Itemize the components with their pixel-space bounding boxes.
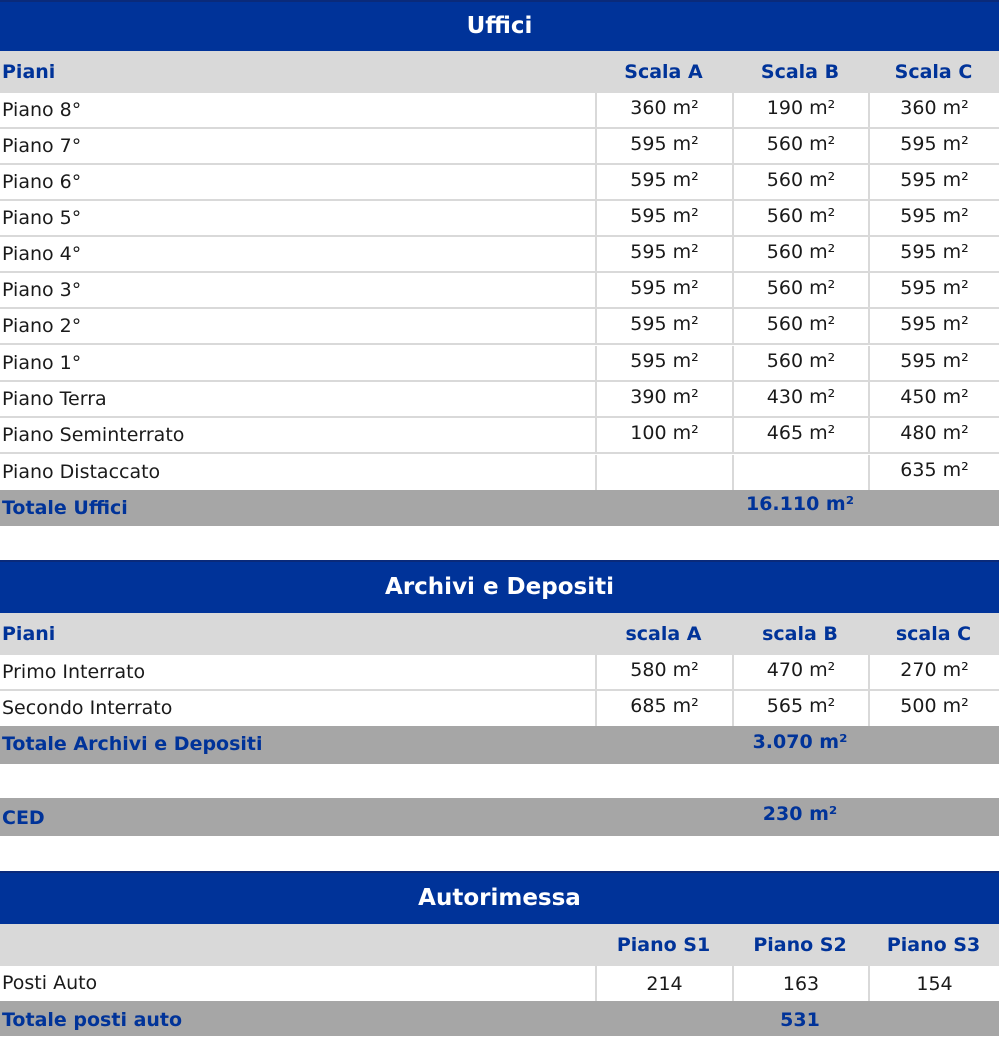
header-piani: Piani [2,623,56,645]
header-scala-a: scala A [625,623,702,645]
autorimessa-total-value: 531 [780,1009,820,1031]
area-scala-b: 470 m² [732,655,868,691]
table-row [0,382,999,418]
floor-label: Secondo Interrato [2,697,173,719]
table-row [0,165,999,201]
header-empty [0,924,595,966]
area-scala-b: 560 m² [732,273,868,309]
area-scala-b: 465 m² [732,418,868,454]
area-scala-c: 360 m² [868,93,999,129]
area-scala-b: 560 m² [732,165,868,201]
area-scala-c: 595 m² [868,346,999,382]
area-scala-a: 595 m² [595,309,732,345]
uffici-total-label: Totale Uffici [2,497,128,519]
area-scala-c: 270 m² [868,655,999,691]
autorimessa-title: Autorimessa [0,871,999,924]
uffici-title: Uffici [0,0,999,51]
ced-label: CED [2,807,45,829]
uffici-total-value: 16.110 m² [745,493,855,515]
area-scala-a: 100 m² [595,418,732,454]
ced-row [0,798,999,836]
floor-label: Piano 1° [2,352,82,374]
table-row [0,201,999,237]
archivi-total-row [0,726,999,764]
header-piani: Piani [2,61,56,83]
archivi-total-value: 3.070 m² [752,731,848,753]
posti-auto-label: Posti Auto [2,972,98,994]
floor-label: Primo Interrato [2,661,146,683]
header-scala-b: Scala B [760,61,840,83]
area-scala-c: 500 m² [868,691,999,727]
table-row [0,455,999,491]
header-scala-c: scala C [895,623,972,645]
header-piano-s1: Piano S1 [616,934,711,956]
area-scala-a: 360 m² [595,93,732,129]
area-scala-b: 430 m² [732,382,868,418]
area-scala-b: 560 m² [732,201,868,237]
header-scala-c: Scala C [894,61,973,83]
posti-piano-s3: 154 [868,966,999,1002]
floor-label: Piano Terra [2,388,107,410]
area-scala-c: 595 m² [868,237,999,273]
posti-piano-s2: 163 [732,966,868,1002]
header-piano-s2: Piano S2 [753,934,847,956]
header-scala-a: Scala A [624,61,703,83]
area-scala-a: 595 m² [595,165,732,201]
floor-label: Piano Seminterrato [2,424,185,446]
floor-label: Piano 6° [2,171,82,193]
table-row [0,129,999,165]
area-scala-a: 595 m² [595,237,732,273]
area-scala-a: 390 m² [595,382,732,418]
posti-piano-s1: 214 [595,966,732,1002]
area-scala-b: 560 m² [732,129,868,165]
area-scala-a: 580 m² [595,655,732,691]
area-scala-b: 565 m² [732,691,868,727]
area-scala-c: 595 m² [868,309,999,345]
floor-label: Piano 2° [2,315,82,337]
floor-label: Piano 3° [2,279,82,301]
table-row [0,655,999,691]
autorimessa-header-row [0,924,999,966]
uffici-header-row [0,51,999,93]
header-scala-b: scala B [762,623,838,645]
area-scala-a: 595 m² [595,346,732,382]
autorimessa-total-row [0,1001,999,1036]
table-row [0,93,999,129]
area-scala-c: 595 m² [868,201,999,237]
area-scala-c: 480 m² [868,418,999,454]
floor-label: Piano 5° [2,207,82,229]
archivi-total-label: Totale Archivi e Depositi [2,733,263,755]
table-row [0,418,999,454]
area-scala-a: 595 m² [595,129,732,165]
ced-value: 230 m² [762,803,838,825]
area-scala-b: 560 m² [732,346,868,382]
table-row [0,966,999,1002]
table-row [0,237,999,273]
area-scala-c: 595 m² [868,165,999,201]
table-row [0,273,999,309]
uffici-total-row [0,490,999,526]
archivi-title: Archivi e Depositi [0,560,999,613]
area-scala-b: 190 m² [732,93,868,129]
area-scala-a: 595 m² [595,201,732,237]
table-row [0,346,999,382]
floor-label: Piano 8° [2,99,82,121]
area-scala-a [595,455,732,491]
area-scala-c: 595 m² [868,129,999,165]
area-scala-c: 595 m² [868,273,999,309]
area-scala-b: 560 m² [732,309,868,345]
area-scala-a: 595 m² [595,273,732,309]
header-piano-s3: Piano S3 [886,934,981,956]
area-scala-b: 560 m² [732,237,868,273]
archivi-header-row [0,613,999,655]
floor-label: Piano Distaccato [2,461,161,483]
autorimessa-total-label: Totale posti auto [2,1009,183,1031]
area-scala-c: 450 m² [868,382,999,418]
floor-label: Piano 4° [2,243,82,265]
table-row [0,691,999,727]
area-scala-a: 685 m² [595,691,732,727]
floor-label: Piano 7° [2,135,82,157]
table-row [0,309,999,345]
area-scala-c: 635 m² [868,455,999,491]
area-scala-b [732,455,868,491]
